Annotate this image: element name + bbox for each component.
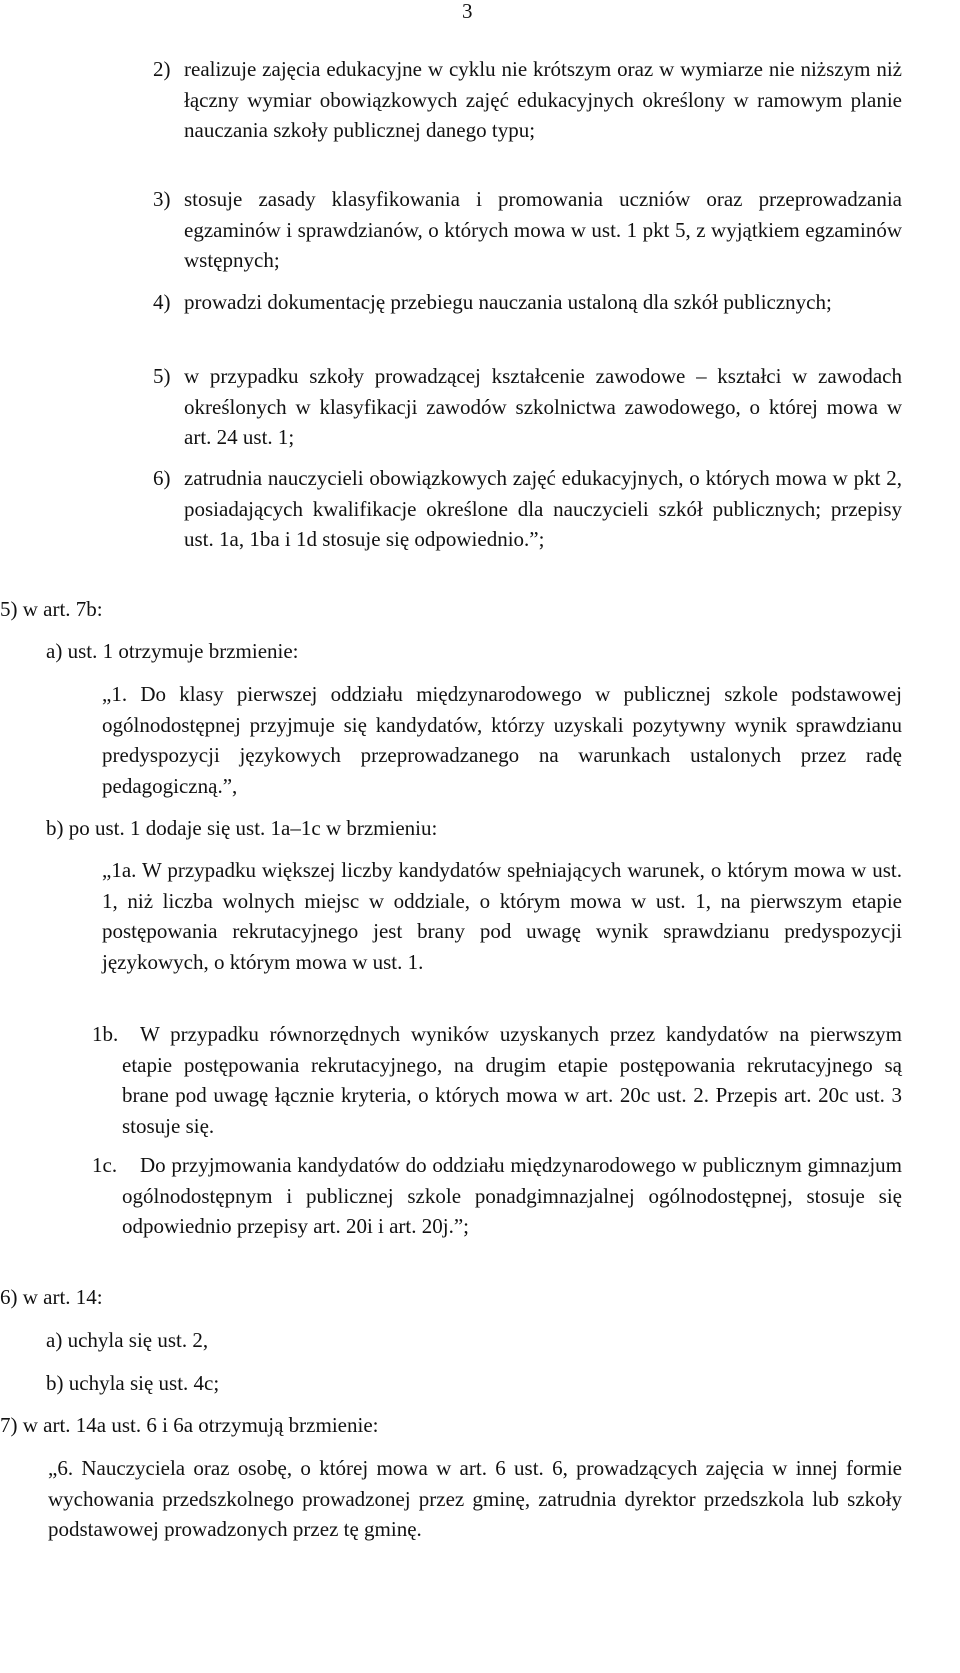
art-7b-heading: 5) w art. 7b: (0, 597, 103, 621)
art-14-heading: 6) w art. 14: (0, 1285, 103, 1309)
item-6-text: zatrudnia nauczycieli obowiązkowych zajęć edukacyjnych, o których mowa w pkt 2, posiadających kwalifikacje określone dla nauczycieli szkół publicznych; przepisy ust. 1a, 1ba i 1d stosuje się odpowiednio.”; (184, 466, 902, 551)
art-7b-ust-1a: „1a. W przypadku większej liczby kandydatów spełniających warunek, o którym mowa w ust. 1, niż liczba wolnych miejsc w oddziale, o którym mowa w ust. 1, na pierwszym etapie postępowania rekrutacyjnego jest brany pod uwagę wynik sprawdzianu predyspozycji językowych, o którym mowa w ust. 1. (102, 858, 902, 974)
art-7b-b-label: b) po ust. 1 dodaje się ust. 1a–1c w brzmieniu: (46, 816, 438, 840)
item-2-label: 2) (153, 57, 171, 81)
item-4-label: 4) (153, 290, 171, 314)
item-5-text: w przypadku szkoły prowadzącej kształcenie zawodowe – kształci w zawodach określonych w klasyfikacji zawodów szkolnictwa zawodowego, o której mowa w art. 24 ust. 1; (184, 364, 902, 449)
item-3-label: 3) (153, 187, 171, 211)
item-5-label: 5) (153, 364, 171, 388)
art-7b-ust-1c-label: 1c. (92, 1153, 118, 1177)
art-14a-heading: 7) w art. 14a ust. 6 i 6a otrzymują brzmienie: (0, 1413, 379, 1437)
art-14a-ust-6: „6. Nauczyciela oraz osobę, o której mowa w art. 6 ust. 6, prowadzących zajęcia w innej formie wychowania przedszkolnego prowadzonej przez gminę, zatrudnia dyrektor przedszkola lub szkoły podstawowej prowadzonych przez tę gminę. (48, 1456, 902, 1541)
art-7b-ust-1b-label: 1b. (92, 1022, 119, 1046)
item-3-text: stosuje zasady klasyfikowania i promowania uczniów oraz przeprowadzania egzaminów i sprawdzianów, o których mowa w ust. 1 pkt 5, z wyjątkiem egzaminów wstępnych; (184, 187, 902, 272)
art-14-b: b) uchyla się ust. 4c; (46, 1371, 220, 1395)
item-6-label: 6) (153, 466, 171, 490)
art-7b-ust-1c: Do przyjmowania kandydatów do oddziału międzynarodowego w publicznym gimnazjum ogólnodostępnym i publicznej szkole ponadgimnazjalnej ogólnodostępnej, stosuje się odpowiednio przepisy art. 20i i art. 20j.”; (122, 1153, 902, 1238)
page-number: 3 (462, 0, 473, 23)
item-2-text: realizuje zajęcia edukacyjne w cyklu nie krótszym oraz w wymiarze nie niższym niż łączny wymiar obowiązkowych zajęć edukacyjnych określony w ramowym planie nauczania szkoły publicznej danego typu; (184, 57, 902, 142)
art-7b-ust-1: „1. Do klasy pierwszej oddziału międzynarodowego w publicznej szkole podstawowej ogólnodostępnej przyjmuje się kandydatów, którzy uzyskali pozytywny wynik sprawdzianu predyspozycji językowych przeprowadzanego na warunkach ustalonych przez radę pedagogiczną.”, (102, 682, 902, 798)
art-7b-ust-1b: W przypadku równorzędnych wyników uzyskanych przez kandydatów na pierwszym etapie postępowania rekrutacyjnego, na drugim etapie postępowania rekrutacyjnego są brane pod uwagę łącznie kryteria, o których mowa w art. 20c ust. 2. Przepis art. 20c ust. 3 stosuje się. (122, 1022, 902, 1138)
item-4-text: prowadzi dokumentację przebiegu nauczania ustaloną dla szkół publicznych; (184, 290, 832, 314)
art-7b-a-label: a) ust. 1 otrzymuje brzmienie: (46, 639, 299, 663)
art-14-a: a) uchyla się ust. 2, (46, 1328, 209, 1352)
